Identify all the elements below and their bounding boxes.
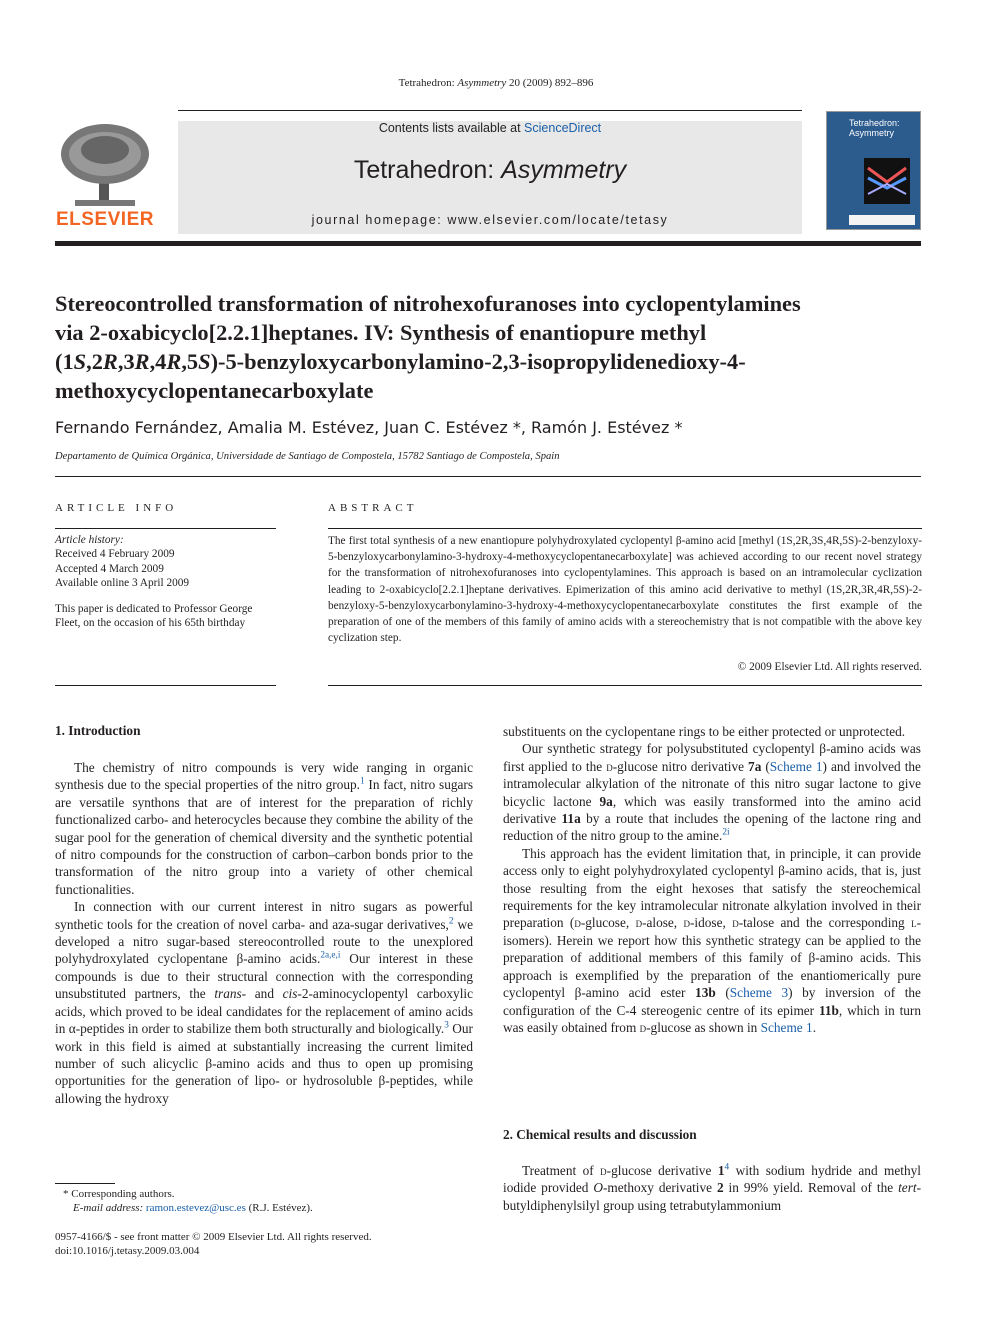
issn-line: 0957-4166/$ - see front matter © 2009 Elsevier Ltd. All rights reserved. [55, 1231, 372, 1243]
elsevier-tree-logo [55, 120, 155, 208]
article-info-bottom-rule [55, 685, 276, 686]
abstract-text: The first total synthesis of a new enantiopure polyhydroxylated cyclopentyl β-amino acid [methyl (1S,2R,3S,4R,5S)-2-benzyloxy-5-benzyloxycarbonylamino-3-hydroxy-4-methoxycyclopentanecarboxylate] was achieved according to our recent novel strategy for the transformation of nitrohexofuranoses into cyclopentylamines. This approach is based on an intramolecular cyclization leading to 2-oxabicyclo[2.2.1]heptane derivatives. Epimerization of this amino acid derivative to methyl (1S,2R,3R,4R,5S)-2-benzyloxy-5-benzyloxycarbonylamino-3-hydroxy-4-methoxycyclopentanecarboxylate constitutes the first example of the preparation of one of the members of this family of amino acids with a stereochemistry that is not compatible with the above key cyclization step. [328, 535, 922, 645]
corresponding-note: * Corresponding authors. [63, 1188, 175, 1200]
cover-figure [864, 158, 910, 204]
footnote-rule [55, 1183, 115, 1184]
author-list: Fernando Fernández, Amalia M. Estévez, Juan C. Estévez *, Ramón J. Estévez * [55, 418, 683, 437]
dedication: This paper is dedicated to Professor George Fleet, on the occasion of his 65th birthday [55, 603, 253, 630]
journal-title[interactable]: Tetrahedron: Asymmetry [353, 156, 627, 184]
article-info-heading: ARTICLE INFO [55, 502, 178, 514]
article-history [55, 533, 280, 631]
section-2-heading: 2. Chemical results and discussion [503, 1127, 697, 1142]
affiliation: Departamento de Química Orgánica, Universidade de Santiago de Compostela, 15782 Santiago de Compostela, Spain [55, 451, 560, 462]
affiliation-rule [55, 476, 921, 477]
email-suffix: (R.J. Estévez). [245, 1202, 313, 1214]
header-thick-rule [55, 241, 921, 246]
history-label: Article history: [55, 534, 124, 546]
contents-line [178, 121, 802, 135]
abstract-bottom-rule [328, 685, 922, 686]
contents-prefix: Contents lists available at [378, 121, 525, 135]
header-rule [178, 110, 802, 111]
cover-footer [849, 215, 915, 225]
received-date: Received 4 February 2009 [55, 548, 175, 561]
email-note [63, 1201, 463, 1215]
journal-homepage[interactable]: journal homepage: www.elsevier.com/locate/tetasy [311, 213, 669, 227]
publication-info [55, 1230, 495, 1258]
email-label: E-mail address: [73, 1202, 146, 1214]
doi-line[interactable]: doi:10.1016/j.tetasy.2009.03.004 [55, 1245, 200, 1257]
intro-right-column: substituents on the cyclopentane rings to be either protected or unprotected. Our synthetic strategy for polysubstituted cyclopentyl β-amino acids was first applied to the d-glucose nitro derivative 7a (Scheme 1) and involved the intramolecular alkylation of the nitronate of this nitro sugar lactone to give bicyclic lactone 9a, which was easily transformed into the amino acid derivative 11a by a route that includes the opening of the lactone ring and reduction of the nitro group to the amine.$^{2i}$ This approach has the evident limitation that, in principle, it can provide access only to eight polyhydroxylated cyclopentyl β-amino acids, that is, just those resulting from the eight hexoses that satisfy the stereochemical requirements for the key intramolecular nitronate alkylation involved in their preparation (d-glucose, d-alose, d-idose, d-talose and the corresponding l-isomers). Herein we report how this synthetic strategy can be applied to the preparation of additional members of this family of β-amino acids. This approach is exemplified by the preparation of the enantiomerically pure cyclopentyl β-amino acid ester 13b (Scheme 3) by inversion of the configuration of the C-4 stereogenic centre of its epimer 11b, which in turn was easily obtained from d-glucose as shown in Scheme 1. [503, 724, 922, 1035]
accepted-date: Accepted 4 March 2009 [55, 562, 164, 575]
email-link[interactable]: ramon.estevez@usc.es [145, 1202, 246, 1214]
footnotes [63, 1187, 463, 1215]
abstract-heading: ABSTRACT [328, 502, 418, 514]
journal-cover-image[interactable] [826, 111, 921, 230]
intro-left-column: The chemistry of nitro compounds is very wide ranging in organic synthesis due to the special properties of the nitro group.$^1$ In fact, nitro sugars are versatile synthons that are of interest for the preparation of richly functionalized carbo- and heterocycles because they combine the ability of the sugar pool for the generation of chemical diversity and the synthetic potential of nitro compounds for the construction of carbon–carbon bonds prior to the transformation of the nitro group into a variety of other chemical functionalities. In connection with our current interest in nitro sugars as powerful synthetic tools for the creation of novel carba- and aza-sugar derivatives,$^2$ we developed a nitro sugar-based stereocontrolled route to the unexplored polyhydroxylated cyclopentane β-amino acids.$^{2a,e,i}$ Our interest in these compounds is due to their structural connection with the corresponding unsubstituted partners, the trans- and cis-2-aminocyclopentyl carboxylic acids, which proved to be ideal candidates for the replacement of amino acids in α-peptides in order to stabilize them both structurally and biologically.$^3$ Our work in this field is aimed at substantially increasing the current limited number of such alicyclic β-amino acids and thus to open up promising opportunities for the generation of lipo- or hydrosoluble β-peptides, while allowing the hydroxy [55, 760, 473, 1106]
abstract-copyright: © 2009 Elsevier Ltd. All rights reserved. [737, 661, 922, 673]
article-title: Stereocontrolled transformation of nitrohexofuranoses into cyclopentylamines via 2-oxabicyclo[2.2.1]heptanes. IV: Synthesis of enantiopure methyl (1S,2R,3R,4R,5S)-5-benzyloxycarbonylamino-2,3-isopropylidenedioxy-4- methoxycyclopentanecarboxylate [55, 291, 801, 403]
online-date: Available online 3 April 2009 [55, 576, 190, 589]
article-info-rule [55, 528, 276, 529]
journal-citation: Tetrahedron: Asymmetry 20 (2009) 892–896 [398, 77, 594, 89]
sciencedirect-link[interactable]: ScienceDirect [524, 121, 602, 135]
elsevier-wordmark[interactable]: ELSEVIER [56, 209, 154, 230]
section-1-heading: 1. Introduction [55, 723, 141, 738]
abstract-rule [328, 528, 922, 529]
cover-title: Tetrahedron: Asymmetry [849, 118, 900, 138]
section-2-text: Treatment of d-glucose derivative $1^4$ with sodium hydride and methyl iodide provided O-methoxy derivative 2 in 99% yield. Removal of the tert-butyldiphenylsilyl group using tetrabutylammonium [503, 1162, 921, 1213]
